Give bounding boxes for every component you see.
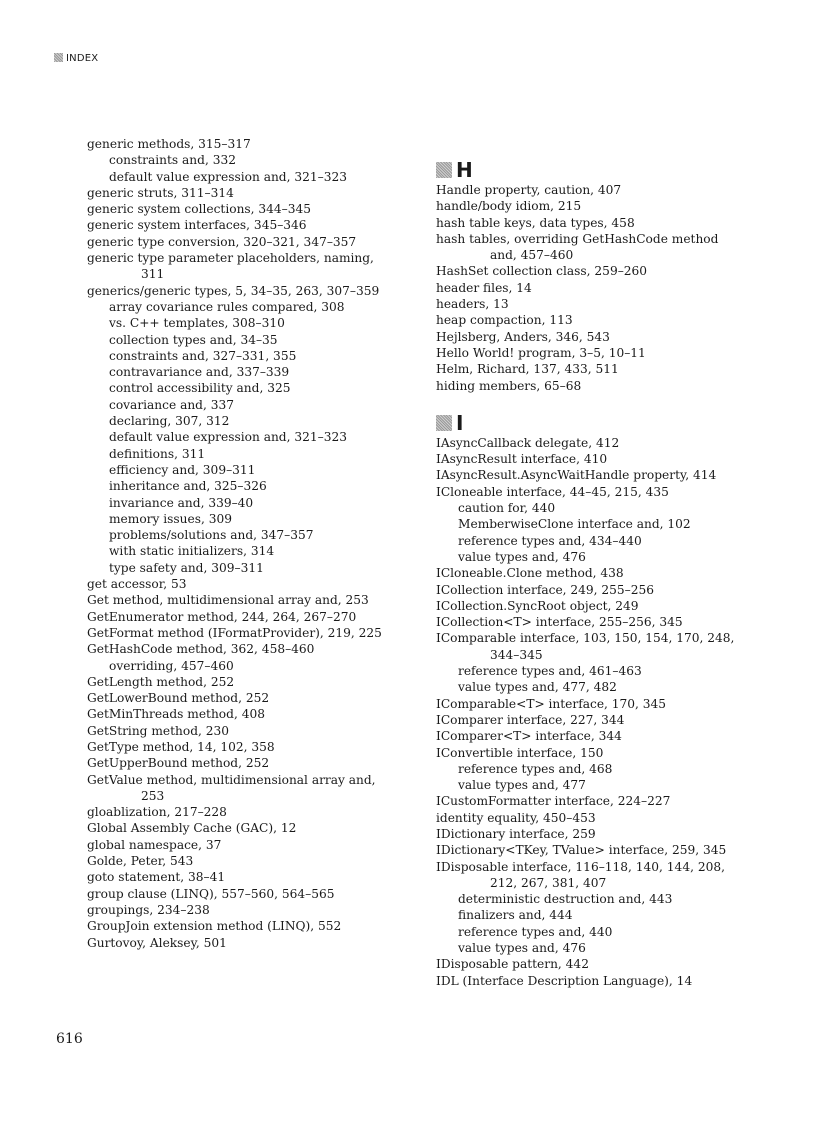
section-letter: I <box>456 410 464 435</box>
index-entry: GetHashCode method, 362, 458–460 <box>87 642 315 657</box>
index-entry: IDictionary interface, 259 <box>436 826 596 841</box>
index-entry: IConvertible interface, 150 <box>436 745 604 760</box>
index-subentry: reference types and, 440 <box>458 924 613 939</box>
index-subentry: problems/solutions and, 347–357 <box>109 528 314 543</box>
index-entry: goto statement, 38–41 <box>87 870 226 885</box>
index-entry: handle/body idiom, 215 <box>436 199 582 214</box>
index-entry: generic methods, 315–317 <box>87 137 251 151</box>
index-entry: IComparable interface, 103, 150, 154, 170, 248, 344–345 <box>436 631 735 662</box>
index-entry: Hello World! program, 3–5, 10–11 <box>436 345 646 360</box>
index-entry: Global Assembly Cache (GAC), 12 <box>87 821 297 836</box>
index-entry: GetEnumerator method, 244, 264, 267–270 <box>87 609 357 624</box>
running-head <box>54 52 98 66</box>
index-subentry: value types and, 476 <box>458 941 586 956</box>
index-subentry: contravariance and, 337–339 <box>109 365 290 380</box>
index-entry: heap compaction, 113 <box>436 313 573 328</box>
index-entry: IAsyncCallback delegate, 412 <box>436 435 620 450</box>
index-subentry: value types and, 477, 482 <box>458 680 617 695</box>
page-number: 616 <box>56 1031 83 1047</box>
index-subentry: overriding, 457–460 <box>109 658 234 673</box>
index-subentry: control accessibility and, 325 <box>109 381 291 396</box>
index-entry: GetString method, 230 <box>87 723 230 738</box>
index-subentry: finalizers and, 444 <box>458 908 573 923</box>
section-marker-icon <box>54 53 63 62</box>
index-entry: GetType method, 14, 102, 358 <box>87 739 275 754</box>
index-entry: GetLength method, 252 <box>87 674 235 689</box>
index-subentry: default value expression and, 321–323 <box>109 430 347 445</box>
index-entry: IDisposable interface, 116–118, 140, 144, 208, 212, 267, 381, 407 <box>436 859 725 890</box>
index-subentry: constraints and, 332 <box>109 153 236 168</box>
index-subentry: declaring, 307, 312 <box>109 414 230 429</box>
index-entry: Gurtovoy, Aleksey, 501 <box>87 935 227 950</box>
index-entry: IDictionary<TKey, TValue> interface, 259, 345 <box>436 843 727 858</box>
index-entry: generic system interfaces, 345–346 <box>87 218 307 233</box>
index-entry: ICollection<T> interface, 255–256, 345 <box>436 615 683 630</box>
index-subentry: efficiency and, 309–311 <box>109 462 256 477</box>
index-subentry: MemberwiseClone interface and, 102 <box>458 517 691 532</box>
index-entry: hash tables, overriding GetHashCode method and, 457–460 <box>436 231 719 263</box>
index-entry: generics/generic types, 5, 34–35, 263, 307–359 <box>87 283 380 298</box>
index-entry: group clause (LINQ), 557–560, 564–565 <box>87 886 335 901</box>
index-entry: GetFormat method (IFormatProvider), 219, 225 <box>87 625 382 640</box>
index-entry: generic type parameter placeholders, naming, 311 <box>87 251 374 282</box>
index-subentry: memory issues, 309 <box>109 511 232 526</box>
index-entry: hiding members, 65–68 <box>436 378 582 393</box>
index-subentry: value types and, 476 <box>458 549 586 564</box>
index-subentry: constraints and, 327–331, 355 <box>109 348 297 363</box>
index-entry: Hejlsberg, Anders, 346, 543 <box>436 329 610 344</box>
section-marker-icon <box>436 162 452 178</box>
index-entry: IDL (Interface Description Language), 14 <box>436 973 693 988</box>
section-heading-i <box>436 411 736 435</box>
section-heading-h <box>436 158 736 182</box>
index-entry: ICollection.SyncRoot object, 249 <box>436 598 639 613</box>
index-subentry: reference types and, 461–463 <box>458 664 642 679</box>
index-subentry: array covariance rules compared, 308 <box>109 299 345 314</box>
index-entry: GetLowerBound method, 252 <box>87 691 270 706</box>
index-entry: IAsyncResult interface, 410 <box>436 452 608 467</box>
index-subentry: reference types and, 434–440 <box>458 533 642 548</box>
index-entry: generic type conversion, 320–321, 347–357 <box>87 234 357 249</box>
index-column-right <box>436 136 736 989</box>
index-entry: Golde, Peter, 543 <box>87 854 194 869</box>
index-subentry: with static initializers, 314 <box>109 544 275 559</box>
index-entry: generic struts, 311–314 <box>87 185 234 200</box>
index-entry: IDisposable pattern, 442 <box>436 957 589 972</box>
index-subentry: reference types and, 468 <box>458 761 613 776</box>
index-entry: hash table keys, data types, 458 <box>436 215 635 230</box>
index-subentry: covariance and, 337 <box>109 397 234 412</box>
index-subentry: invariance and, 339–40 <box>109 495 254 510</box>
index-entry: header files, 14 <box>436 280 532 295</box>
index-entry: headers, 13 <box>436 297 509 312</box>
index-entry: gloablization, 217–228 <box>87 805 227 820</box>
index-subentry: inheritance and, 325–326 <box>109 479 267 494</box>
index-entry: IComparable<T> interface, 170, 345 <box>436 696 667 711</box>
index-entry: GetUpperBound method, 252 <box>87 756 270 771</box>
index-column-left <box>87 136 387 951</box>
section-marker-icon <box>436 415 452 431</box>
index-entry: generic system collections, 344–345 <box>87 202 312 217</box>
index-subentry: caution for, 440 <box>458 501 556 516</box>
index-entry: ICollection interface, 249, 255–256 <box>436 582 655 597</box>
index-subentry: type safety and, 309–311 <box>109 560 264 575</box>
running-head-label: INDEX <box>66 53 99 64</box>
index-subentry: vs. C++ templates, 308–310 <box>109 316 285 331</box>
index-entry: GroupJoin extension method (LINQ), 552 <box>87 919 342 934</box>
section-letter: H <box>456 158 473 182</box>
index-entry: ICloneable interface, 44–45, 215, 435 <box>436 484 669 499</box>
index-entry: Handle property, caution, 407 <box>436 183 622 197</box>
index-entry: ICustomFormatter interface, 224–227 <box>436 794 671 809</box>
index-entry: IAsyncResult.AsyncWaitHandle property, 414 <box>436 468 717 483</box>
index-entry: global namespace, 37 <box>87 837 222 852</box>
index-entry: IComparer<T> interface, 344 <box>436 729 622 744</box>
index-entry: IComparer interface, 227, 344 <box>436 712 625 727</box>
index-entry: Helm, Richard, 137, 433, 511 <box>436 362 619 377</box>
index-entry: get accessor, 53 <box>87 577 187 592</box>
index-entry: HashSet collection class, 259–260 <box>436 264 648 279</box>
index-entry: GetValue method, multidimensional array and, 253 <box>87 772 376 803</box>
index-subentry: collection types and, 34–35 <box>109 332 278 347</box>
index-subentry: value types and, 477 <box>458 778 586 793</box>
index-subentry: definitions, 311 <box>109 446 206 461</box>
index-entry: GetMinThreads method, 408 <box>87 707 265 722</box>
index-entry: Get method, multidimensional array and, 253 <box>87 593 369 608</box>
index-entry: identity equality, 450–453 <box>436 810 596 825</box>
index-subentry: default value expression and, 321–323 <box>109 169 347 184</box>
index-entry: ICloneable.Clone method, 438 <box>436 566 624 581</box>
index-entry: groupings, 234–238 <box>87 902 210 917</box>
index-subentry: deterministic destruction and, 443 <box>458 892 673 907</box>
